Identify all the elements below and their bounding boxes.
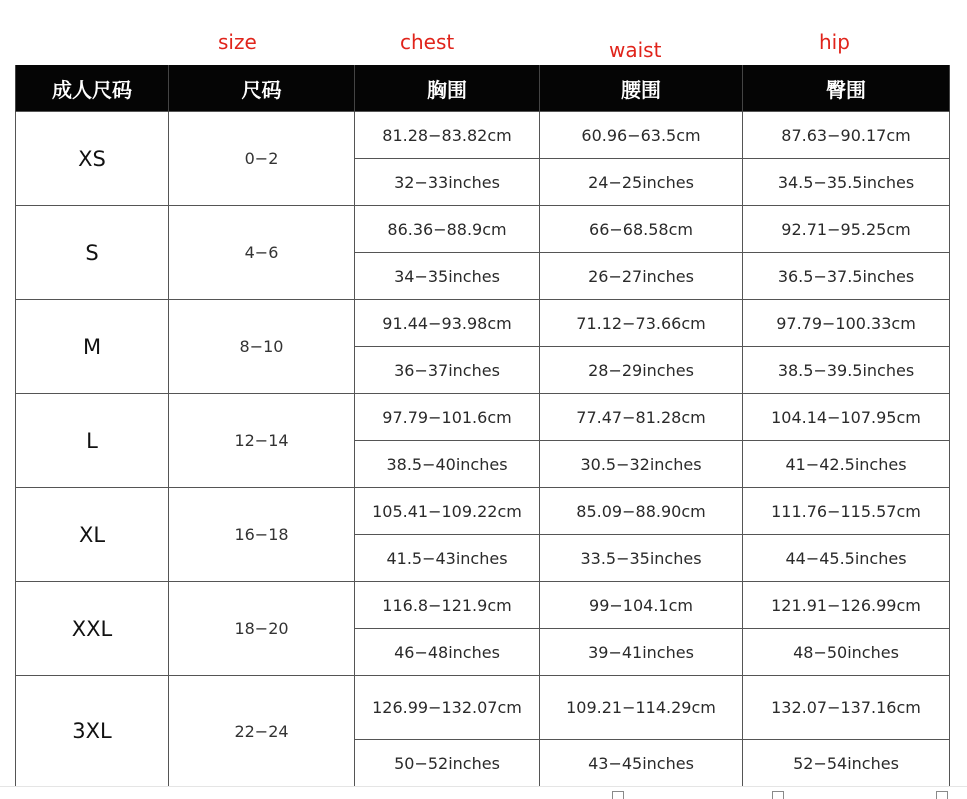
size-label: 3XL: [16, 676, 169, 787]
waist-inches: 30.5−32inches: [540, 441, 743, 488]
size-label: L: [16, 394, 169, 488]
size-number: 12−14: [169, 394, 355, 488]
table-row: [16, 206, 950, 253]
waist-inches: 26−27inches: [540, 253, 743, 300]
chest-inches: 50−52inches: [355, 740, 540, 787]
hip-inches: 34.5−35.5inches: [743, 159, 950, 206]
table-row: [16, 676, 950, 740]
waist-cm: 85.09−88.90cm: [540, 488, 743, 535]
annotation-chest: chest: [400, 30, 455, 54]
size-chart-table: [15, 65, 950, 787]
size-number: 4−6: [169, 206, 355, 300]
toolbar-fragment-icon: [772, 791, 784, 799]
size-number: 8−10: [169, 300, 355, 394]
chest-cm: 116.8−121.9cm: [355, 582, 540, 629]
chest-cm: 105.41−109.22cm: [355, 488, 540, 535]
hip-inches: 44−45.5inches: [743, 535, 950, 582]
annotation-waist: waist: [609, 38, 662, 62]
chest-inches: 36−37inches: [355, 347, 540, 394]
hip-inches: 48−50inches: [743, 629, 950, 676]
hip-cm: 132.07−137.16cm: [743, 676, 950, 740]
header-adult-size: 成人尺码: [16, 65, 169, 112]
chest-cm: 81.28−83.82cm: [355, 112, 540, 159]
chest-inches: 46−48inches: [355, 629, 540, 676]
table-row: [16, 112, 950, 159]
hip-cm: 97.79−100.33cm: [743, 300, 950, 347]
chest-inches: 38.5−40inches: [355, 441, 540, 488]
size-label: S: [16, 206, 169, 300]
size-label: M: [16, 300, 169, 394]
waist-cm: 60.96−63.5cm: [540, 112, 743, 159]
chest-inches: 32−33inches: [355, 159, 540, 206]
header-size-number: 尺码: [169, 65, 355, 112]
hip-inches: 52−54inches: [743, 740, 950, 787]
toolbar-fragment-icon: [936, 791, 948, 799]
size-number: 16−18: [169, 488, 355, 582]
chest-cm: 91.44−93.98cm: [355, 300, 540, 347]
waist-cm: 77.47−81.28cm: [540, 394, 743, 441]
waist-inches: 24−25inches: [540, 159, 743, 206]
header-row: [16, 65, 950, 112]
hip-inches: 38.5−39.5inches: [743, 347, 950, 394]
waist-inches: 43−45inches: [540, 740, 743, 787]
hip-cm: 121.91−126.99cm: [743, 582, 950, 629]
annotation-hip: hip: [819, 30, 850, 54]
chest-cm: 86.36−88.9cm: [355, 206, 540, 253]
size-label: XL: [16, 488, 169, 582]
hip-cm: 87.63−90.17cm: [743, 112, 950, 159]
table-row: [16, 394, 950, 441]
header-hip: 臀围: [743, 65, 950, 112]
table-row: [16, 488, 950, 535]
bottom-toolbar-strip: [0, 786, 967, 798]
hip-cm: 92.71−95.25cm: [743, 206, 950, 253]
chest-cm: 97.79−101.6cm: [355, 394, 540, 441]
header-waist: 腰围: [540, 65, 743, 112]
header-chest: 胸围: [355, 65, 540, 112]
size-number: 0−2: [169, 112, 355, 206]
chest-cm: 126.99−132.07cm: [355, 676, 540, 740]
table-row: [16, 300, 950, 347]
hip-cm: 111.76−115.57cm: [743, 488, 950, 535]
size-label: XXL: [16, 582, 169, 676]
hip-inches: 36.5−37.5inches: [743, 253, 950, 300]
chest-inches: 41.5−43inches: [355, 535, 540, 582]
waist-cm: 99−104.1cm: [540, 582, 743, 629]
size-label: XS: [16, 112, 169, 206]
waist-inches: 39−41inches: [540, 629, 743, 676]
waist-inches: 33.5−35inches: [540, 535, 743, 582]
hip-inches: 41−42.5inches: [743, 441, 950, 488]
table-row: [16, 582, 950, 629]
waist-cm: 71.12−73.66cm: [540, 300, 743, 347]
toolbar-fragment-icon: [612, 791, 624, 799]
hip-cm: 104.14−107.95cm: [743, 394, 950, 441]
waist-cm: 109.21−114.29cm: [540, 676, 743, 740]
waist-inches: 28−29inches: [540, 347, 743, 394]
size-number: 18−20: [169, 582, 355, 676]
size-number: 22−24: [169, 676, 355, 787]
waist-cm: 66−68.58cm: [540, 206, 743, 253]
chest-inches: 34−35inches: [355, 253, 540, 300]
annotation-size: size: [218, 30, 257, 54]
